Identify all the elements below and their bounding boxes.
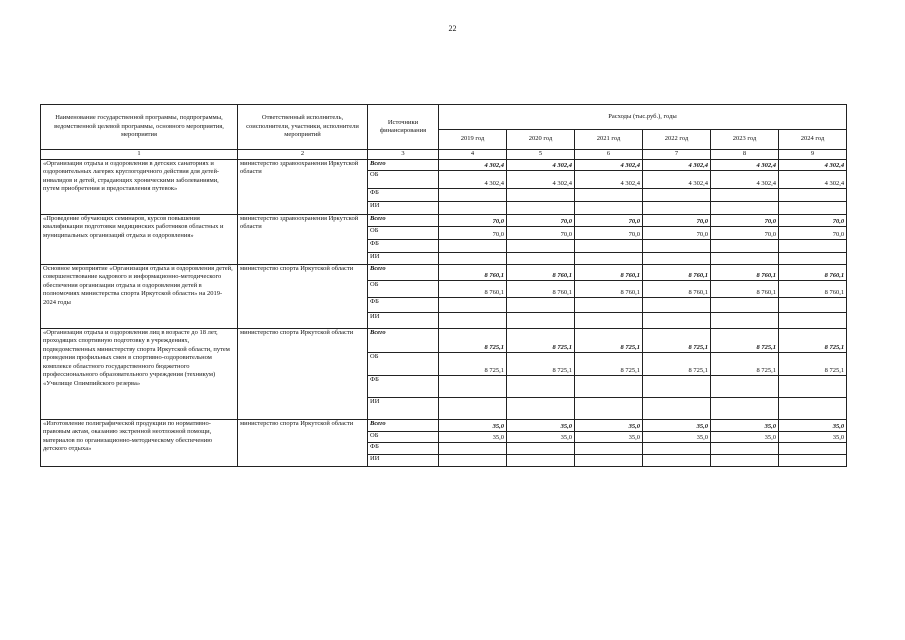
expense-value [711, 189, 779, 202]
page-number: 22 [448, 24, 457, 33]
expense-value [507, 313, 575, 329]
expense-value: 35,0 [575, 420, 643, 432]
table-row [41, 160, 847, 171]
expense-value [575, 443, 643, 455]
expense-value: 8 725,1 [779, 353, 847, 376]
column-number: 8 [711, 150, 779, 160]
expense-value: 70,0 [711, 227, 779, 240]
expense-value: 4 302,4 [575, 171, 643, 189]
expense-value [779, 240, 847, 253]
expense-value [643, 398, 711, 420]
expense-value [575, 240, 643, 253]
expense-value [643, 455, 711, 467]
expense-value [439, 398, 507, 420]
expense-value: 4 302,4 [779, 171, 847, 189]
responsible-executor: министерство здравоохранения Иркутской области [238, 215, 368, 265]
expense-value [643, 253, 711, 265]
expense-value [779, 443, 847, 455]
expense-value: 8 725,1 [711, 329, 779, 353]
expense-value [779, 253, 847, 265]
budget-table [40, 104, 847, 467]
responsible-executor: министерство спорта Иркутской области [238, 265, 368, 329]
expense-value [643, 443, 711, 455]
expense-value: 35,0 [507, 420, 575, 432]
funding-source: ФБ [368, 443, 439, 455]
expense-value [575, 202, 643, 215]
column-number: 4 [439, 150, 507, 160]
expense-value: 8 760,1 [575, 265, 643, 281]
expense-value: 4 302,4 [779, 160, 847, 171]
funding-source: Всего [368, 329, 439, 353]
expense-value [575, 376, 643, 398]
funding-source: ИИ [368, 313, 439, 329]
responsible-executor: министерство спорта Иркутской области [238, 420, 368, 467]
funding-source: Всего [368, 420, 439, 432]
expense-value [439, 455, 507, 467]
expense-value [507, 189, 575, 202]
expense-value: 8 760,1 [507, 265, 575, 281]
expense-value: 8 760,1 [643, 265, 711, 281]
expense-value [711, 202, 779, 215]
expense-value: 35,0 [575, 432, 643, 443]
header-expenses: Расходы (тыс.руб.), годы [439, 105, 847, 130]
expense-value: 8 725,1 [779, 329, 847, 353]
measure-name: «Проведение обучающих семинаров, курсов повышения квалификации подготовки медицинских работников областных и муниципальных организаций отдыха и оздоровления» [41, 215, 238, 265]
expense-value [439, 298, 507, 313]
expense-value [711, 443, 779, 455]
funding-source: ФБ [368, 240, 439, 253]
expense-value: 70,0 [507, 215, 575, 227]
expense-value [575, 398, 643, 420]
expense-value [779, 398, 847, 420]
header-year: 2020 год [507, 130, 575, 150]
header-executor: Ответственный исполнитель, соисполнители, участники, исполнители мероприятий [238, 105, 368, 150]
expense-value: 8 725,1 [643, 329, 711, 353]
expense-value: 8 760,1 [439, 265, 507, 281]
expense-value [779, 189, 847, 202]
funding-source: ОБ [368, 171, 439, 189]
column-number: 2 [238, 150, 368, 160]
expense-value: 70,0 [711, 215, 779, 227]
expense-value: 8 760,1 [779, 281, 847, 298]
expense-value [711, 376, 779, 398]
expense-value: 35,0 [643, 432, 711, 443]
expense-value: 35,0 [439, 420, 507, 432]
expense-value: 70,0 [575, 215, 643, 227]
expense-value: 8 725,1 [711, 353, 779, 376]
funding-source: ИИ [368, 202, 439, 215]
header-year: 2019 год [439, 130, 507, 150]
expense-value [507, 443, 575, 455]
expense-value [711, 298, 779, 313]
column-number: 5 [507, 150, 575, 160]
expense-value [643, 240, 711, 253]
expense-value: 4 302,4 [507, 160, 575, 171]
expense-value: 35,0 [779, 432, 847, 443]
expense-value [575, 253, 643, 265]
expense-value: 4 302,4 [643, 171, 711, 189]
expense-value: 35,0 [711, 432, 779, 443]
expense-value [711, 398, 779, 420]
funding-source: Всего [368, 265, 439, 281]
expense-value: 70,0 [439, 227, 507, 240]
expense-value: 8 725,1 [575, 329, 643, 353]
expense-value [779, 202, 847, 215]
expense-value [643, 298, 711, 313]
funding-source: ИИ [368, 253, 439, 265]
funding-source: ОБ [368, 281, 439, 298]
expense-value [507, 455, 575, 467]
expense-value: 35,0 [643, 420, 711, 432]
expense-value: 8 760,1 [643, 281, 711, 298]
table-row [41, 420, 847, 432]
column-number: 6 [575, 150, 643, 160]
expense-value: 70,0 [507, 227, 575, 240]
header-year: 2023 год [711, 130, 779, 150]
expense-value [439, 443, 507, 455]
expense-value [439, 376, 507, 398]
measure-name: «Организация отдыха и оздоровления лиц в возрасте до 18 лет, проходящих спортивную подготовку в учреждениях, подведомственных министерству спорта Иркутской области, путем проведения профильных смен в спортивно-оздоровительном комплексе областного государственного бюджетного профессионального образовательного учреждения (техникум) «Училище Олимпийского резерва» [41, 329, 238, 420]
expense-value: 35,0 [711, 420, 779, 432]
expense-value: 70,0 [575, 227, 643, 240]
expense-value [575, 455, 643, 467]
expense-value: 8 760,1 [507, 281, 575, 298]
header-name: Наименование государственной программы, подпрограммы, ведомственной целевой программы, основного мероприятия, мероприятия [41, 105, 238, 150]
measure-name: Основное мероприятие «Организация отдыха и оздоровления детей, совершенствование кадрового и информационно-методического обеспечения организации отдыха и оздоровления детей в полномочиях министерства спорта Иркутской области» на 2019-2024 годы [41, 265, 238, 329]
expense-value [711, 313, 779, 329]
funding-source: ОБ [368, 353, 439, 376]
funding-source: ФБ [368, 376, 439, 398]
expense-value: 8 725,1 [575, 353, 643, 376]
expense-value [439, 253, 507, 265]
expense-value [575, 313, 643, 329]
expense-value [507, 240, 575, 253]
expense-value [643, 376, 711, 398]
column-number: 7 [643, 150, 711, 160]
funding-source: ОБ [368, 227, 439, 240]
expense-value: 35,0 [507, 432, 575, 443]
expense-value [439, 189, 507, 202]
expense-value: 4 302,4 [439, 171, 507, 189]
expense-value: 70,0 [643, 215, 711, 227]
funding-source: ФБ [368, 298, 439, 313]
expense-value: 8 725,1 [439, 353, 507, 376]
expense-value: 70,0 [643, 227, 711, 240]
column-number: 3 [368, 150, 439, 160]
expense-value [507, 398, 575, 420]
expense-value: 4 302,4 [643, 160, 711, 171]
expense-value [507, 376, 575, 398]
expense-value [711, 455, 779, 467]
expense-value [779, 376, 847, 398]
expense-value: 8 725,1 [507, 353, 575, 376]
expense-value [779, 455, 847, 467]
funding-source: ФБ [368, 189, 439, 202]
header-year: 2021 год [575, 130, 643, 150]
expense-value: 70,0 [779, 227, 847, 240]
responsible-executor: министерство спорта Иркутской области [238, 329, 368, 420]
funding-source: Всего [368, 160, 439, 171]
table-body [41, 160, 847, 467]
table-row [41, 329, 847, 353]
expense-value: 4 302,4 [507, 171, 575, 189]
responsible-executor: министерство здравоохранения Иркутской области [238, 160, 368, 215]
expense-value [575, 298, 643, 313]
header-year: 2022 год [643, 130, 711, 150]
expense-value [643, 189, 711, 202]
funding-source: Всего [368, 215, 439, 227]
expense-value [779, 313, 847, 329]
column-number: 9 [779, 150, 847, 160]
expense-value: 8 725,1 [507, 329, 575, 353]
expense-value: 8 760,1 [711, 265, 779, 281]
expense-value: 4 302,4 [711, 160, 779, 171]
funding-source: ОБ [368, 432, 439, 443]
expense-value: 4 302,4 [711, 171, 779, 189]
expense-value: 8 760,1 [575, 281, 643, 298]
table-row [41, 265, 847, 281]
expense-value [439, 240, 507, 253]
expense-value [711, 240, 779, 253]
expense-value [439, 313, 507, 329]
expense-value [779, 298, 847, 313]
expense-value [643, 202, 711, 215]
expense-value [643, 313, 711, 329]
expense-value: 35,0 [439, 432, 507, 443]
header-source: Источники финансирования [368, 105, 439, 150]
expense-value [711, 253, 779, 265]
expense-value: 8 760,1 [711, 281, 779, 298]
expense-value: 8 725,1 [439, 329, 507, 353]
expense-value [439, 202, 507, 215]
expense-value [507, 298, 575, 313]
expense-value: 4 302,4 [439, 160, 507, 171]
expense-value: 70,0 [439, 215, 507, 227]
expense-value: 35,0 [779, 420, 847, 432]
expense-value: 70,0 [779, 215, 847, 227]
expense-value [507, 253, 575, 265]
header-year: 2024 год [779, 130, 847, 150]
column-number: 1 [41, 150, 238, 160]
measure-name: «Изготовление полиграфической продукции по нормативно-правовым актам, оказанию экстренной неотложной помощи, материалов по организационно-методическому обеспечению детского отдыха» [41, 420, 238, 467]
expense-value [575, 189, 643, 202]
measure-name: «Организация отдыха и оздоровления в детских санаториях и оздоровительных лагерях круглогодичного действия для детей-инвалидов и детей, страдающих хроническими заболеваниями, путем приобретения и предоставления путевок» [41, 160, 238, 215]
expense-value: 4 302,4 [575, 160, 643, 171]
table-row [41, 215, 847, 227]
expense-value: 8 760,1 [439, 281, 507, 298]
expense-value: 8 725,1 [643, 353, 711, 376]
expense-value: 8 760,1 [779, 265, 847, 281]
funding-source: ИИ [368, 455, 439, 467]
funding-source: ИИ [368, 398, 439, 420]
expense-value [507, 202, 575, 215]
